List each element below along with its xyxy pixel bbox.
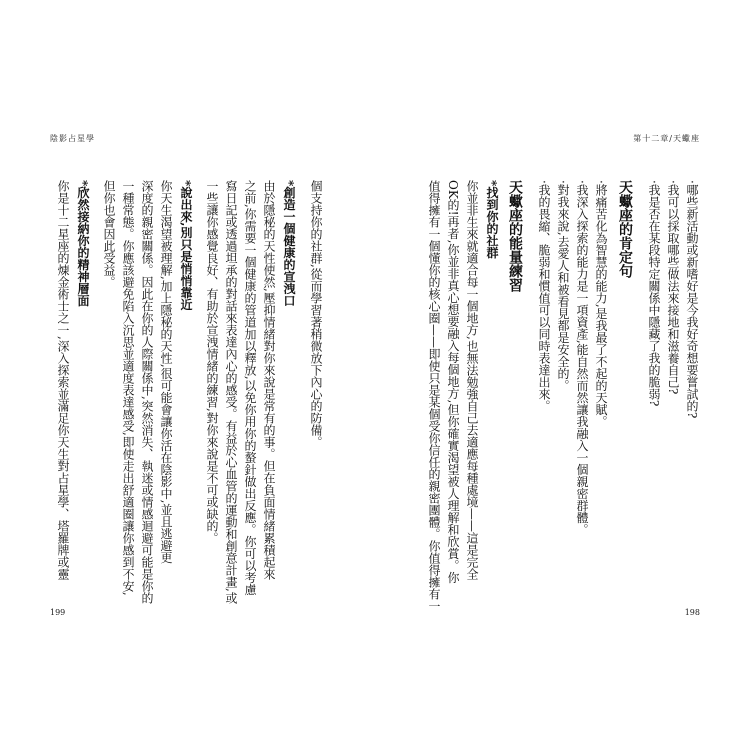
healthy-outlet-subheading: *創造一個健康的宣洩口 [282,180,296,307]
accept-spirituality-subheading: *欣然接納你的精神層面 [76,180,90,307]
affirmation-heading: 天蠍座的肯定句 [617,180,633,278]
speak-up-line-2: 深度的親密關係。因此在你的人際關係中,突然消失、執迷或情感迴避可能是你的 [140,180,154,604]
find-community-line-3: 值得擁有一個懂你的核心圈——即使只是某個受你信任的親密團體。你值得擁有一 [427,180,441,612]
left-running-header: 陰影占星學 [50,134,95,143]
healthy-outlet-line-2: 之前,你需要一個健康的管道加以釋放,以免你用你的螯針做出反應。你可以考慮 [243,180,257,596]
right-page-number: 198 [684,608,700,617]
right-running-header: 第十二章/天蠍座 [633,134,700,143]
accept-spirituality-line-1: 你是十二星座的煉金術士之一,深入探索並滿足你天生對占星學、塔羅牌或靈 [56,180,70,580]
question-bullet-3: ‧我是否在某段特定關係中隱藏了我的脆弱? [647,180,661,407]
healthy-outlet-line-1: 由於隱秘的天性使然,壓抑情緒對你來說是常有的事。但在負面情緒累積起來 [262,180,276,580]
affirmation-bullet-1: ‧將痛苦化為智慧的能力,是我最了不起的天賦。 [594,180,608,428]
find-community-line-2: OK的!再者,你並非真心想要融入每個地方,但你確實渴望被人理解和欣賞。你 [446,180,460,584]
left-page-number: 199 [50,608,66,617]
healthy-outlet-line-3: 寫日記或透過坦承的對話來表達內心的感受。有益於心血管的運動和創意計畫,或 [224,180,238,604]
find-community-subheading: *找到你的社群 [485,180,499,259]
find-community-line-1: 你並非生來就適合每一個地方,也無法勉強自己去適應每種處境——這是完全 [465,180,479,580]
energy-practice-heading: 天蠍座的能量練習 [507,180,523,292]
community-continuation-line: 個支持你的社群,從而學習著稍微放下內心的防備。 [309,180,323,448]
speak-up-line-4: 但你也會因此受益。 [102,180,116,288]
question-bullet-2: ‧我可以採取哪些做法來接地和滋養自己? [666,180,680,395]
question-bullet-1: ‧哪些新活動或新嗜好是今我好奇想要嘗試的? [685,180,699,419]
affirmation-bullet-4: ‧我的畏縮、脆弱和慣值可以同時表達出來。 [537,180,551,412]
speak-up-subheading: *說出來,別只是悄悄靠近 [179,180,193,311]
speak-up-line-3: 一種常態。你應該避免陷入沉思並適度表達感受,即使走出舒適圈讓你感到不安, [121,180,135,596]
healthy-outlet-line-4: 一些讓你感覺良好、有助於宣洩情緒的練習,對你來說是不可或缺的。 [205,180,219,544]
speak-up-line-1: 你天生渴望被理解,加上隱秘的天性,很可能會讓你活在陰影中,並且逃避更 [159,180,173,564]
affirmation-bullet-2: ‧我深入探索的能力是一項資產,能自然而然讓我融入一個親密群體。 [575,180,589,536]
affirmation-bullet-3: ‧對我來說,去愛人和被看見都是安全的。 [556,180,570,392]
